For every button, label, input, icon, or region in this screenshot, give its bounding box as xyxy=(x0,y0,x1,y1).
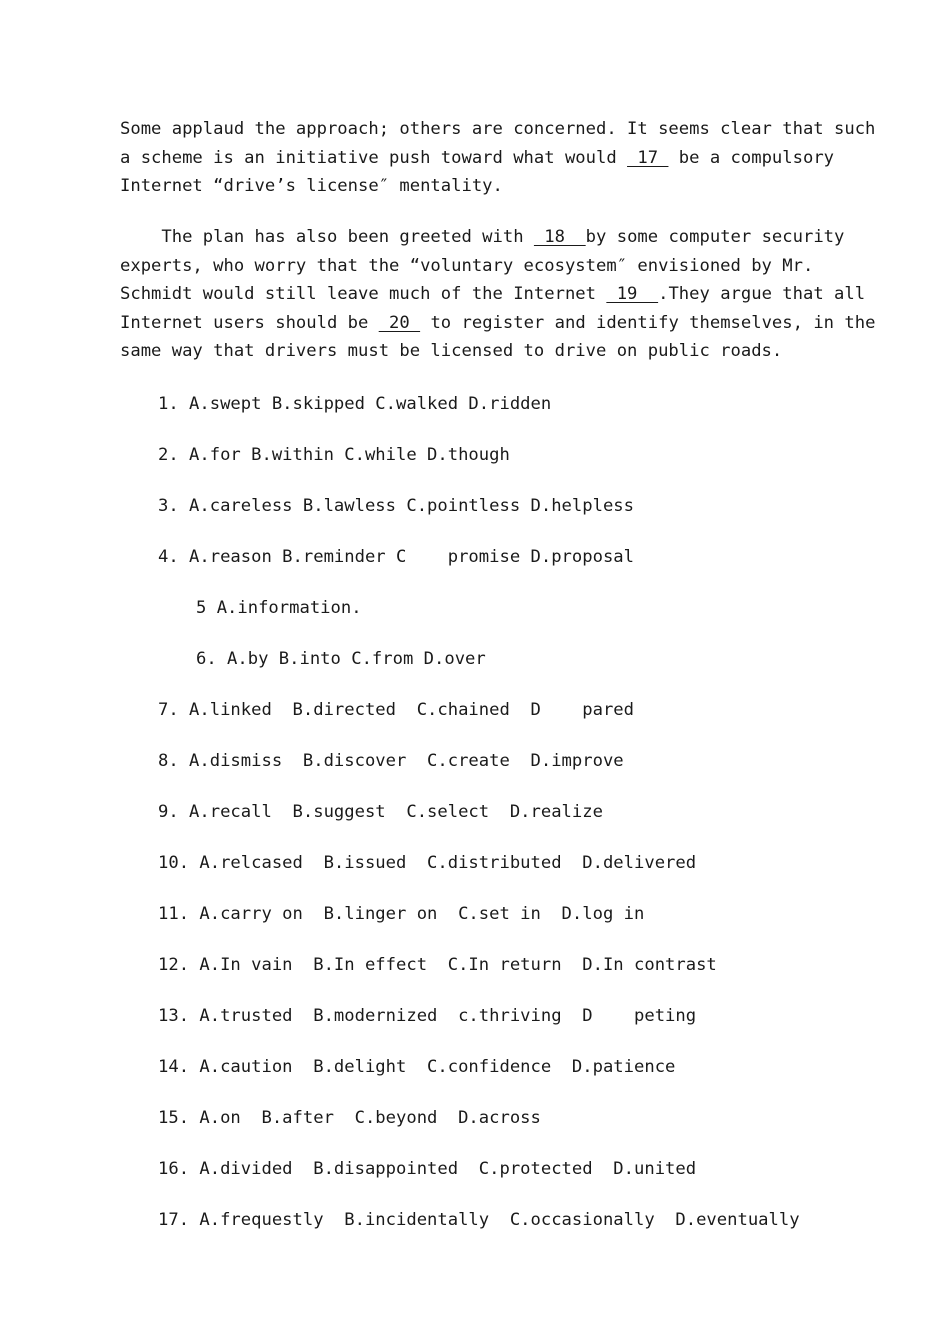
passage-text: Internet users should be xyxy=(120,312,379,333)
passage-paragraph-2 xyxy=(120,223,876,366)
question-10: 10. A.relcased B.issued C.distributed D.delivered xyxy=(158,853,697,873)
question-1: 1. A.swept B.skipped C.walked D.ridden xyxy=(158,394,552,414)
question-13: 13. A.trusted B.modernized c.thriving D peting xyxy=(158,1006,697,1026)
question-7: 7. A.linked B.directed C.chained D pared xyxy=(158,700,634,720)
question-5: 5 A.information. xyxy=(196,598,362,618)
blank-19: 19 xyxy=(606,284,659,304)
passage-line: same way that drivers must be licensed to drive on public roads. xyxy=(120,341,783,361)
question-14: 14. A.caution B.delight C.confidence D.patience xyxy=(158,1057,676,1077)
question-2: 2. A.for B.within C.while D.though xyxy=(158,445,510,465)
passage-text: a scheme is an initiative push toward what would xyxy=(120,147,628,168)
passage-text: The plan has also been greeted with xyxy=(120,227,534,247)
question-9: 9. A.recall B.suggest C.select D.realize xyxy=(158,802,603,822)
passage-text: by some computer security xyxy=(585,227,845,247)
question-12: 12. A.In vain B.In effect C.In return D.In contrast xyxy=(158,955,717,975)
passage-line xyxy=(120,309,876,338)
question-15: 15. A.on B.after C.beyond D.across xyxy=(158,1108,541,1128)
question-4: 4. A.reason B.reminder C promise D.proposal xyxy=(158,547,634,567)
passage-paragraph-1 xyxy=(120,115,876,201)
blank-20: 20 xyxy=(378,312,421,333)
question-17: 17. A.frequestly B.incidentally C.occasionally D.eventually xyxy=(158,1210,800,1230)
passage-text: Schmidt would still leave much of the Internet xyxy=(120,284,607,304)
passage-text: to register and identify themselves, in the xyxy=(420,312,876,333)
passage-line: Internet “drive’s license″ mentality. xyxy=(120,176,503,196)
passage-line xyxy=(120,144,840,173)
blank-17: 17 xyxy=(627,147,669,168)
question-11: 11. A.carry on B.linger on C.set in D.log in xyxy=(158,904,645,924)
question-8: 8. A.dismiss B.discover C.create D.improve xyxy=(158,751,624,771)
passage-text: .They argue that all xyxy=(658,284,866,304)
passage-line: experts, who worry that the “voluntary ecosystem″ envisioned by Mr. xyxy=(120,255,814,276)
passage-line xyxy=(120,223,845,252)
question-6: 6. A.by B.into C.from D.over xyxy=(196,649,486,669)
question-16: 16. A.divided B.disappointed C.protected D.united xyxy=(158,1159,697,1179)
blank-18: 18 xyxy=(533,227,586,247)
passage-line: Some applaud the approach; others are concerned. It seems clear that such xyxy=(120,119,876,139)
passage-line xyxy=(120,280,866,309)
passage-text: be a compulsory xyxy=(668,147,835,168)
question-3: 3. A.careless B.lawless C.pointless D.helpless xyxy=(158,496,634,516)
